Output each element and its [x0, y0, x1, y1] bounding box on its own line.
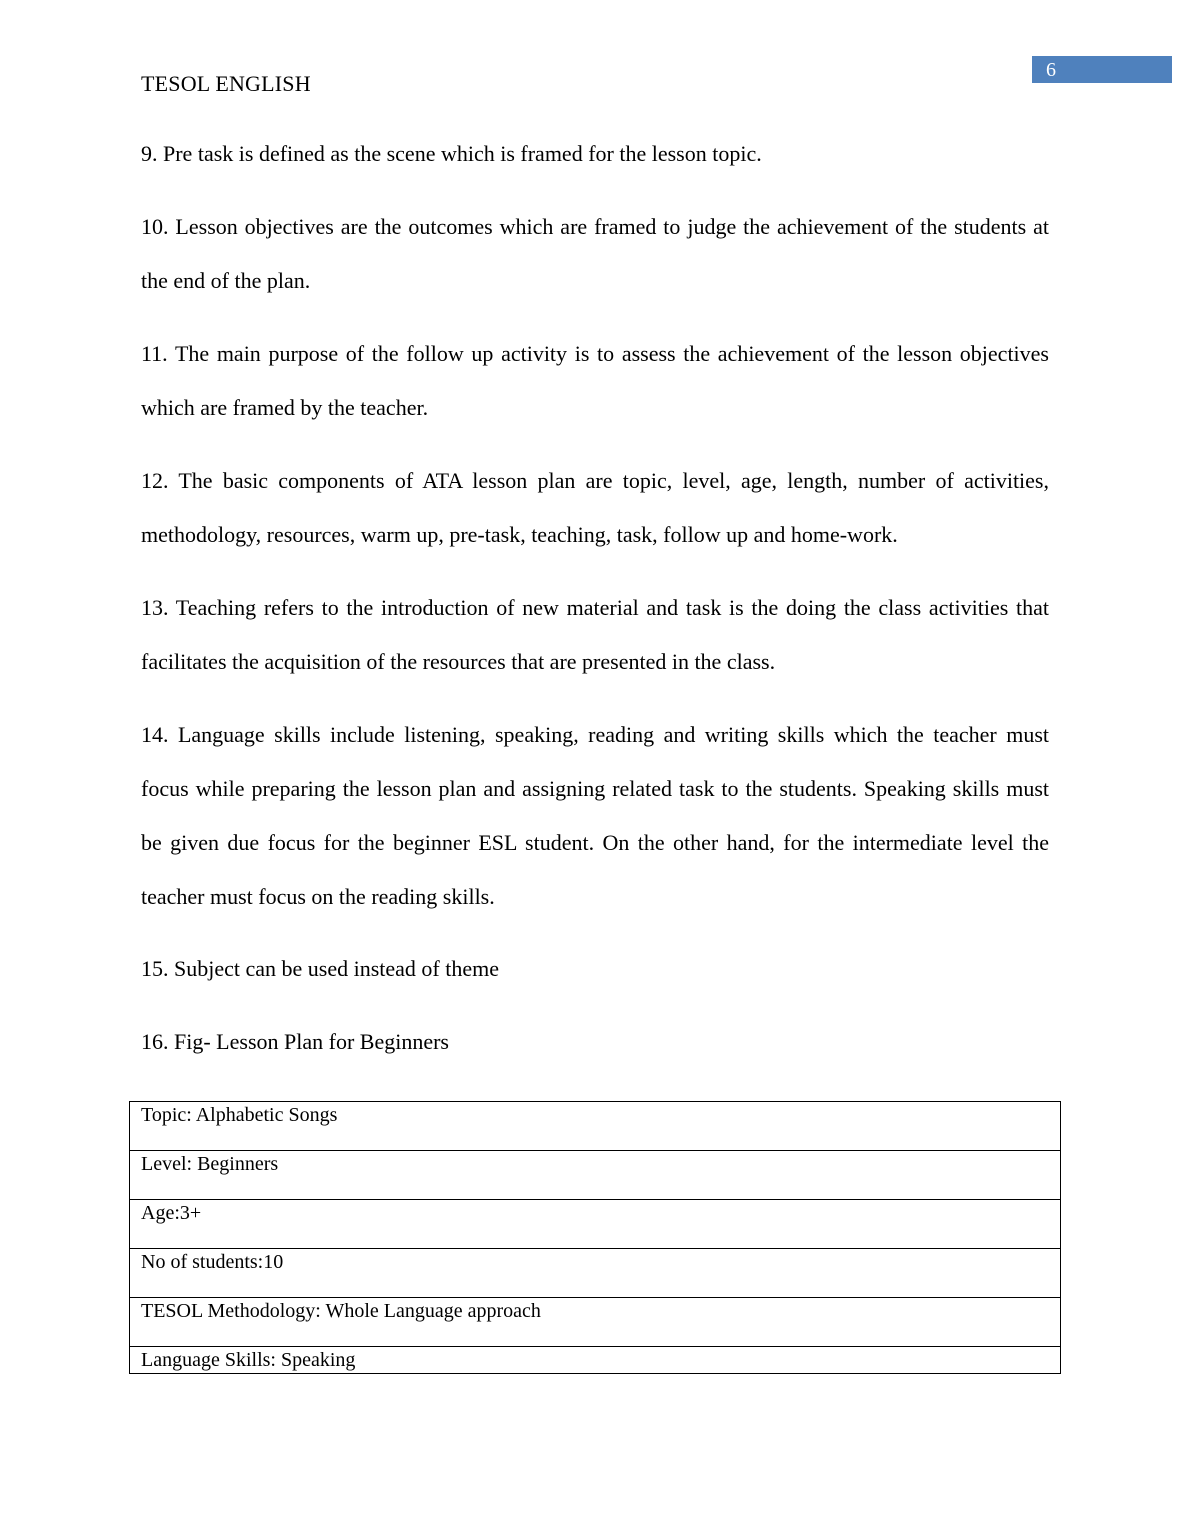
- paragraph-10: 10. Lesson objectives are the outcomes which are framed to judge the achievement of the students at the end of the plan.: [141, 214, 1049, 293]
- table-cell-topic: Topic: Alphabetic Songs: [130, 1102, 1061, 1151]
- table-cell-students: No of students:10: [130, 1249, 1061, 1298]
- page-number-badge: [1032, 56, 1172, 83]
- table-cell-language-skills: Language Skills: Speaking: [130, 1347, 1061, 1374]
- table-cell-methodology: TESOL Methodology: Whole Language approach: [130, 1298, 1061, 1347]
- table-cell-age: Age:3+: [130, 1200, 1061, 1249]
- paragraph-15: 15. Subject can be used instead of theme: [141, 956, 500, 981]
- paragraph-9: 9. Pre task is defined as the scene which is framed for the lesson topic.: [141, 141, 762, 166]
- paragraph-13: 13. Teaching refers to the introduction of new material and task is the doing the class activities that facilitates the acquisition of the resources that are presented in the class.: [141, 595, 1049, 674]
- paragraph-16-figure-caption: 16. Fig- Lesson Plan for Beginners: [141, 1029, 449, 1054]
- table-row: [130, 1347, 1061, 1374]
- table-row: [130, 1200, 1061, 1249]
- lesson-plan-table: [129, 1101, 1061, 1374]
- paragraph-12: 12. The basic components of ATA lesson plan are topic, level, age, length, number of activities, methodology, resources, warm up, pre-task, teaching, task, follow up and home-work.: [141, 468, 1049, 547]
- running-header: TESOL ENGLISH: [141, 71, 311, 96]
- page-number: 6: [1046, 59, 1056, 81]
- paragraph-11: 11. The main purpose of the follow up activity is to assess the achievement of the lesson objectives which are framed by the teacher.: [141, 341, 1049, 420]
- table-row: [130, 1249, 1061, 1298]
- table-row: [130, 1298, 1061, 1347]
- table-row: [130, 1102, 1061, 1151]
- table-cell-level: Level: Beginners: [130, 1151, 1061, 1200]
- paragraph-14: 14. Language skills include listening, speaking, reading and writing skills which the teacher must focus while preparing the lesson plan and assigning related task to the students. Speaking skills must be given due focus for the beginner ESL student. On the other hand, for the intermediate level the teacher must focus on the reading skills.: [141, 722, 1049, 909]
- table-row: [130, 1151, 1061, 1200]
